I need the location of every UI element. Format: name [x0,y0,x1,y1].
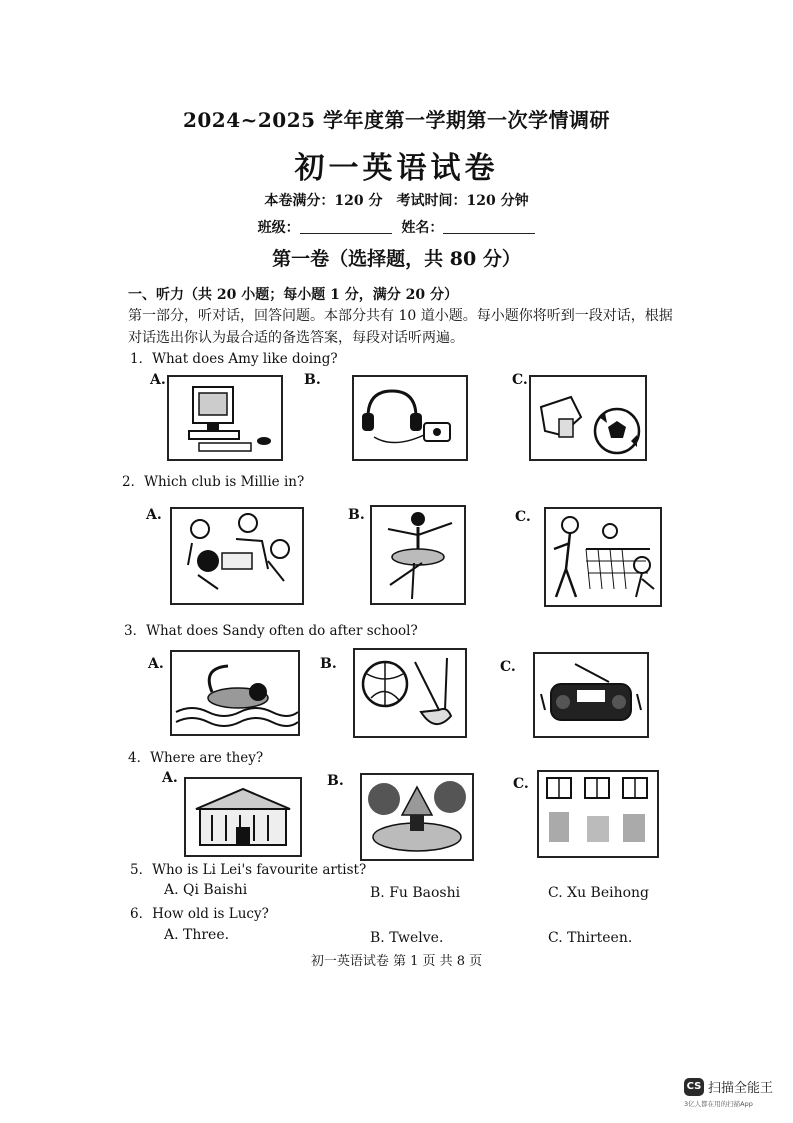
cs-logo-icon: CS [684,1078,704,1096]
volleyball-club-picture [544,507,662,607]
ball-hands-icon [355,650,465,736]
library-picture [184,777,302,857]
option-label: A. [162,770,178,786]
question-number: 3． [124,623,147,639]
football-picture [529,375,647,461]
students-group-icon [172,509,302,603]
swimming-picture [170,650,300,736]
option-label: A. [146,507,162,523]
question-text: What does Amy like doing? [152,351,338,367]
computer-icon [169,377,281,459]
option-c: C. Thirteen. [548,930,633,946]
exam-title: 2024~2025 学年度第一学期第一次学情调研 [182,108,611,132]
headphones-picture [352,375,468,461]
instruction-line-1: 第一部分，听对话，回答问题。本部分共有 10 道小题。每小题你将听到一段对话，根据 [128,308,673,324]
headphones-icon [354,377,466,459]
question-number: 1． [130,351,153,367]
question-6 [130,905,269,923]
page-footer: 初一英语试卷 第 1 页 共 8 页 [310,954,483,969]
dance-club-picture [370,505,466,605]
question-text: Who is Li Lei's favourite artist? [152,862,367,878]
score-time-info: 本卷满分：120 分 考试时间：120 分钟 [264,193,529,209]
option-label: B. [304,372,321,388]
volleyball-players-icon [546,509,660,605]
option-label: B. [327,773,344,789]
option-a: A. Qi Baishi [164,882,248,898]
computer-picture [167,375,283,461]
option-label: C. [513,776,529,792]
scanner-app-name: 扫描全能王 [708,1081,774,1096]
classroom-picture [537,770,659,858]
volleyball-picture [353,648,467,738]
window-room-icon [539,772,657,856]
question-number: 6． [130,906,153,922]
park-picture [360,773,474,861]
question-2 [122,473,304,491]
scanner-watermark [684,1077,773,1108]
class-name-line [0,217,793,237]
instruction-line-2: 对话选出你认为最合适的备选答案，每段对话听两遍。 [128,330,464,346]
question-5 [130,861,366,879]
question-3 [124,622,418,640]
name-label: 姓名： [401,220,444,236]
swimmer-icon [172,652,298,734]
question-4 [128,749,263,767]
option-label: C. [500,659,516,675]
class-blank [300,219,392,234]
question-text: Which club is Millie in? [144,474,305,490]
option-label: C. [512,372,528,388]
scanner-tagline: 3亿人都在用的扫描App [684,1100,753,1108]
question-text: Where are they? [150,750,264,766]
class-label: 班级： [257,220,300,236]
question-text: How old is Lucy? [152,906,269,922]
option-a: A. Three. [164,927,230,943]
radio-icon [535,654,647,736]
question-number: 2． [122,474,145,490]
radio-picture [533,652,649,738]
ballet-dancer-icon [372,507,464,603]
option-label: A. [148,656,164,672]
question-text: What does Sandy often do after school? [146,623,418,639]
option-label: C. [515,509,531,525]
option-label: B. [348,507,365,523]
reading-club-picture [170,507,304,605]
option-label: B. [320,656,337,672]
section-title: 第一卷（选择题，共 80 分） [272,248,521,270]
option-b: B. Fu Baoshi [370,885,461,901]
exam-subtitle: 初一英语试卷 [294,151,499,186]
name-blank [443,219,535,234]
park-icon [362,775,472,859]
option-b: B. Twelve. [370,930,444,946]
building-icon [186,779,300,855]
option-label: A. [150,372,166,388]
question-number: 5． [130,862,153,878]
option-c: C. Xu Beihong [548,885,650,901]
part-heading: 一、听力（共 20 小题；每小题 1 分，满分 20 分） [128,287,458,303]
question-1 [130,350,338,368]
football-icon [531,377,645,459]
question-number: 4． [128,750,151,766]
